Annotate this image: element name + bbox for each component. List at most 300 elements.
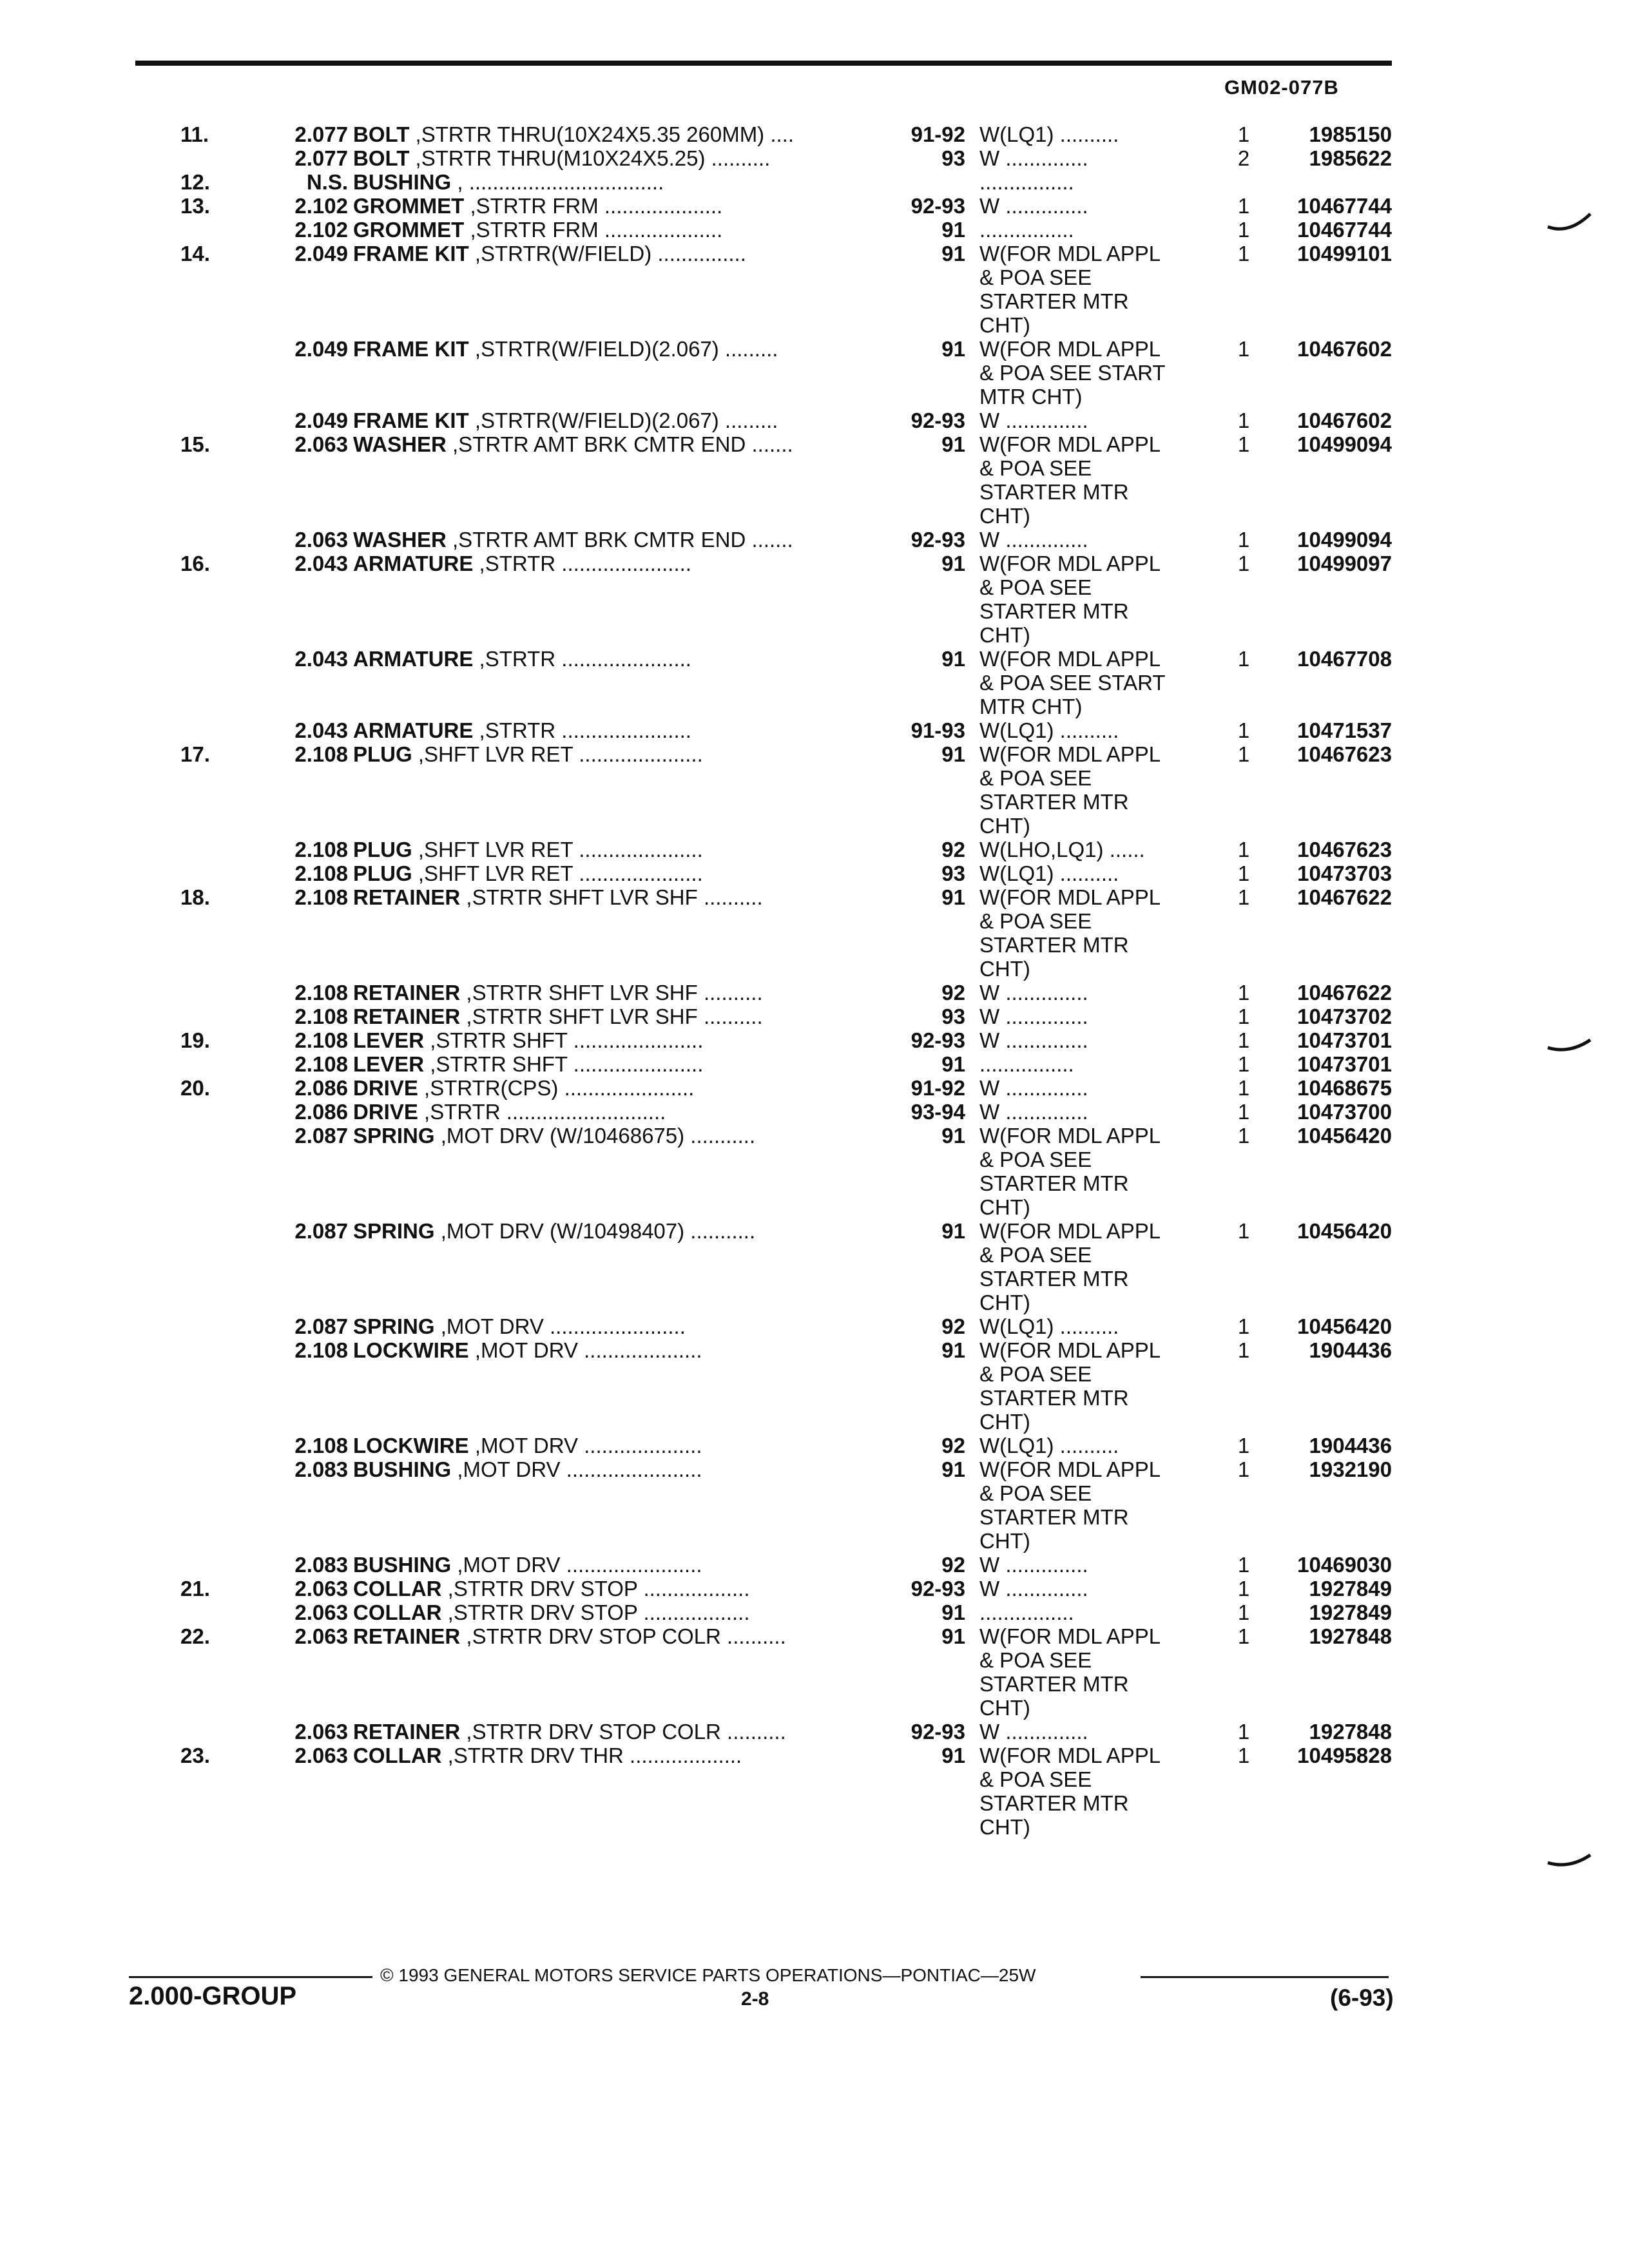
part-detail: ,STRTR(W/FIELD)(2.067) ......... (468, 408, 778, 432)
group-number: 2.063 (294, 1624, 348, 1648)
application: W(LHO,LQ1) ...... (979, 838, 1145, 861)
part-description (353, 122, 888, 146)
model-years: 91 (941, 432, 965, 456)
model-years: 93-94 (911, 1100, 965, 1124)
part-name: BUSHING (353, 170, 452, 194)
application: W .............. (979, 1577, 1088, 1600)
part-detail: ,STRTR FRM .................... (464, 194, 723, 218)
quantity: 1 (1237, 647, 1250, 671)
quantity: 2 (1237, 146, 1250, 170)
part-detail: ,STRTR DRV STOP COLR .......... (460, 1720, 786, 1744)
application: W .............. (979, 528, 1088, 552)
group-number: 2.108 (294, 1052, 348, 1076)
application: W(FOR MDL APPL & POA SEE STARTER MTR CHT) (979, 1457, 1161, 1553)
part-number: 10473701 (1297, 1052, 1392, 1076)
model-years: 92-93 (911, 1028, 965, 1052)
quantity: 1 (1237, 242, 1250, 265)
part-name: LOCKWIRE (353, 1434, 469, 1457)
scan-mark (1547, 213, 1592, 232)
parts-row (0, 1314, 1629, 1338)
part-description (353, 1720, 888, 1744)
part-detail: ,STRTR AMT BRK CMTR END ....... (446, 528, 793, 552)
part-description (353, 1434, 888, 1457)
group-number: 2.063 (294, 1744, 348, 1767)
part-description (353, 146, 888, 170)
application: W .............. (979, 1004, 1088, 1028)
quantity: 1 (1237, 1720, 1250, 1744)
quantity: 1 (1237, 552, 1250, 575)
parts-row (0, 1076, 1629, 1100)
part-name: GROMMET (353, 218, 465, 242)
group-number: 2.087 (294, 1219, 348, 1243)
model-years: 91 (941, 1624, 965, 1648)
part-detail: ,STRTR DRV STOP COLR .......... (460, 1624, 786, 1648)
part-detail: ,STRTR(W/FIELD)(2.067) ......... (468, 337, 778, 361)
application: W(FOR MDL APPL & POA SEE STARTER MTR CHT) (979, 885, 1161, 981)
part-number: 10473700 (1297, 1100, 1392, 1124)
parts-row (0, 528, 1629, 552)
part-name: SPRING (353, 1219, 435, 1243)
part-number: 10473701 (1297, 1028, 1392, 1052)
part-detail: , ................................. (451, 170, 664, 194)
parts-row (0, 146, 1629, 170)
group-number: 2.083 (294, 1457, 348, 1481)
parts-row (0, 861, 1629, 885)
quantity: 1 (1237, 1600, 1250, 1624)
group-number: 2.108 (294, 861, 348, 885)
parts-row (0, 885, 1629, 981)
part-number: 10499094 (1297, 432, 1392, 456)
group-number: N.S. (306, 170, 348, 194)
model-years: 91 (941, 218, 965, 242)
group-number: 2.108 (294, 1004, 348, 1028)
part-detail: ,MOT DRV ....................... (451, 1457, 702, 1481)
model-years: 92-93 (911, 528, 965, 552)
part-description (353, 1338, 888, 1362)
part-number: 10473702 (1297, 1004, 1392, 1028)
part-detail: ,STRTR THRU(M10X24X5.25) .......... (409, 146, 771, 170)
group-number: 2.063 (294, 432, 348, 456)
application: W(FOR MDL APPL & POA SEE STARTER MTR CHT) (979, 1744, 1161, 1839)
header-rule (135, 61, 1392, 66)
part-description (353, 1124, 888, 1148)
part-description (353, 242, 888, 265)
quantity: 1 (1237, 337, 1250, 361)
part-description (353, 1624, 888, 1648)
application: W .............. (979, 146, 1088, 170)
parts-row (0, 1457, 1629, 1553)
application: W(LQ1) .......... (979, 1314, 1119, 1338)
part-name: LEVER (353, 1028, 425, 1052)
quantity: 1 (1237, 1124, 1250, 1148)
model-years: 91 (941, 1219, 965, 1243)
ref-number: 21. (180, 1577, 210, 1600)
part-number: 10467622 (1297, 981, 1392, 1004)
part-description (353, 838, 888, 861)
model-years: 92-93 (911, 408, 965, 432)
footer-rule-right (1141, 1976, 1389, 1978)
parts-row (0, 408, 1629, 432)
part-description (353, 1457, 888, 1481)
part-description (353, 170, 888, 194)
group-number: 2.063 (294, 528, 348, 552)
ref-number: 17. (180, 742, 210, 766)
group-number: 2.102 (294, 218, 348, 242)
part-name: ARMATURE (353, 718, 474, 742)
application: W(FOR MDL APPL & POA SEE STARTER MTR CHT) (979, 432, 1161, 528)
part-description (353, 218, 888, 242)
part-description (353, 1553, 888, 1577)
part-name: COLLAR (353, 1600, 442, 1624)
group-number: 2.077 (294, 122, 348, 146)
part-number: 10456420 (1297, 1219, 1392, 1243)
model-years: 93 (941, 1004, 965, 1028)
parts-row (0, 1434, 1629, 1457)
part-detail: ,MOT DRV ....................... (451, 1553, 702, 1577)
part-name: COLLAR (353, 1744, 442, 1767)
model-years: 91 (941, 1600, 965, 1624)
ref-number: 18. (180, 885, 210, 909)
group-number: 2.086 (294, 1100, 348, 1124)
part-number: 1927848 (1309, 1624, 1392, 1648)
part-name: RETAINER (353, 1720, 461, 1744)
group-number: 2.108 (294, 838, 348, 861)
model-years: 92 (941, 1314, 965, 1338)
part-description (353, 337, 888, 361)
part-detail: ,SHFT LVR RET ..................... (412, 838, 703, 861)
parts-row (0, 432, 1629, 528)
part-number: 10467623 (1297, 742, 1392, 766)
part-detail: ,STRTR SHFT LVR SHF .......... (460, 885, 763, 909)
application: W .............. (979, 1553, 1088, 1577)
quantity: 1 (1237, 838, 1250, 861)
parts-row (0, 1124, 1629, 1219)
application: W(FOR MDL APPL & POA SEE START MTR CHT) (979, 337, 1166, 408)
scan-mark (1547, 1037, 1592, 1057)
part-description (353, 1314, 888, 1338)
application: ................ (979, 170, 1074, 194)
application: ................ (979, 1600, 1074, 1624)
part-number: 10499101 (1297, 242, 1392, 265)
quantity: 1 (1237, 1219, 1250, 1243)
part-number: 10467602 (1297, 337, 1392, 361)
application: W(FOR MDL APPL & POA SEE STARTER MTR CHT) (979, 742, 1161, 838)
application: W .............. (979, 1028, 1088, 1052)
part-detail: ,STRTR DRV THR ................... (441, 1744, 742, 1767)
parts-row (0, 1600, 1629, 1624)
part-detail: ,STRTR AMT BRK CMTR END ....... (446, 432, 793, 456)
part-description (353, 742, 888, 766)
application: W(FOR MDL APPL & POA SEE START MTR CHT) (979, 647, 1166, 718)
parts-row (0, 1004, 1629, 1028)
parts-row (0, 1744, 1629, 1839)
model-years: 91 (941, 552, 965, 575)
parts-row (0, 1219, 1629, 1314)
ref-number: 22. (180, 1624, 210, 1648)
group-number: 2.087 (294, 1314, 348, 1338)
parts-row (0, 242, 1629, 337)
part-name: WASHER (353, 432, 447, 456)
model-years: 91 (941, 242, 965, 265)
parts-row (0, 122, 1629, 146)
part-description (353, 981, 888, 1004)
part-number: 10456420 (1297, 1314, 1392, 1338)
part-name: BOLT (353, 146, 410, 170)
part-name: LOCKWIRE (353, 1338, 469, 1362)
part-name: ARMATURE (353, 552, 474, 575)
model-years: 92-93 (911, 1577, 965, 1600)
model-years: 91 (941, 1052, 965, 1076)
model-years: 92-93 (911, 194, 965, 218)
parts-row (0, 742, 1629, 838)
part-number: 10471537 (1297, 718, 1392, 742)
part-description (353, 528, 888, 552)
quantity: 1 (1237, 861, 1250, 885)
model-years: 91-93 (911, 718, 965, 742)
parts-row (0, 337, 1629, 408)
model-years: 91 (941, 1124, 965, 1148)
part-name: FRAME KIT (353, 408, 469, 432)
model-years: 91-92 (911, 1076, 965, 1100)
quantity: 1 (1237, 122, 1250, 146)
parts-row (0, 1720, 1629, 1744)
parts-row (0, 981, 1629, 1004)
application: W(FOR MDL APPL & POA SEE STARTER MTR CHT) (979, 242, 1161, 337)
scan-mark (1547, 1852, 1592, 1872)
model-years: 91 (941, 742, 965, 766)
part-detail: ,MOT DRV ....................... (434, 1314, 686, 1338)
quantity: 1 (1237, 1553, 1250, 1577)
parts-row (0, 838, 1629, 861)
part-detail: ,STRTR SHFT LVR SHF .......... (460, 981, 763, 1004)
group-number: 2.108 (294, 885, 348, 909)
application: W .............. (979, 1720, 1088, 1744)
model-years: 91 (941, 647, 965, 671)
part-number: 1904436 (1309, 1338, 1392, 1362)
part-number: 10467708 (1297, 647, 1392, 671)
parts-row (0, 218, 1629, 242)
part-name: BUSHING (353, 1553, 452, 1577)
parts-row (0, 1028, 1629, 1052)
part-description (353, 1004, 888, 1028)
parts-row (0, 647, 1629, 718)
application: W .............. (979, 408, 1088, 432)
part-number: 10467622 (1297, 885, 1392, 909)
model-years: 92 (941, 1434, 965, 1457)
ref-number: 14. (180, 242, 210, 265)
application: W(FOR MDL APPL & POA SEE STARTER MTR CHT) (979, 1338, 1161, 1434)
parts-row (0, 718, 1629, 742)
ref-number: 19. (180, 1028, 210, 1052)
part-number: 10467623 (1297, 838, 1392, 861)
application: W(FOR MDL APPL & POA SEE STARTER MTR CHT) (979, 1624, 1161, 1720)
part-description (353, 194, 888, 218)
quantity: 1 (1237, 1624, 1250, 1648)
parts-row (0, 1577, 1629, 1600)
footer-copyright: © 1993 GENERAL MOTORS SERVICE PARTS OPERATIONS—PONTIAC—25W (380, 1965, 1036, 1985)
ref-number: 12. (180, 170, 210, 194)
part-detail: ,MOT DRV (W/10468675) ........... (434, 1124, 756, 1148)
part-number: 10468675 (1297, 1076, 1392, 1100)
ref-number: 23. (180, 1744, 210, 1767)
footer-date: (6-93) (1330, 1984, 1394, 2011)
part-detail: ,STRTR ........................... (418, 1100, 666, 1124)
part-number: 10467602 (1297, 408, 1392, 432)
application: W(LQ1) .......... (979, 122, 1119, 146)
quantity: 1 (1237, 1744, 1250, 1767)
part-number: 10495828 (1297, 1744, 1392, 1767)
parts-list (0, 122, 1629, 1839)
group-number: 2.063 (294, 1577, 348, 1600)
ref-number: 20. (180, 1076, 210, 1100)
part-name: PLUG (353, 742, 412, 766)
part-name: DRIVE (353, 1076, 418, 1100)
quantity: 1 (1237, 432, 1250, 456)
part-number: 10473703 (1297, 861, 1392, 885)
part-description (353, 1600, 888, 1624)
part-number: 1932190 (1309, 1457, 1392, 1481)
application: W .............. (979, 194, 1088, 218)
part-description (353, 718, 888, 742)
application: ................ (979, 218, 1074, 242)
group-number: 2.063 (294, 1600, 348, 1624)
part-name: BUSHING (353, 1457, 452, 1481)
model-years: 92 (941, 1553, 965, 1577)
part-detail: ,SHFT LVR RET ..................... (412, 861, 703, 885)
application: ................ (979, 1052, 1074, 1076)
part-description (353, 1744, 888, 1767)
group-number: 2.049 (294, 337, 348, 361)
application: W .............. (979, 1076, 1088, 1100)
group-number: 2.043 (294, 718, 348, 742)
model-years: 91 (941, 885, 965, 909)
part-number: 10469030 (1297, 1553, 1392, 1577)
part-name: FRAME KIT (353, 242, 469, 265)
parts-row (0, 1624, 1629, 1720)
part-description (353, 647, 888, 671)
part-number: 1985150 (1309, 122, 1392, 146)
part-detail: ,STRTR ...................... (473, 718, 691, 742)
application: W .............. (979, 981, 1088, 1004)
part-detail: ,STRTR(W/FIELD) ............... (468, 242, 746, 265)
part-description (353, 885, 888, 909)
application: W(LQ1) .......... (979, 718, 1119, 742)
part-number: 1904436 (1309, 1434, 1392, 1457)
part-name: RETAINER (353, 885, 461, 909)
part-description (353, 1100, 888, 1124)
quantity: 1 (1237, 1314, 1250, 1338)
part-name: COLLAR (353, 1577, 442, 1600)
part-detail: ,STRTR SHFT LVR SHF .......... (460, 1004, 763, 1028)
application: W .............. (979, 1100, 1088, 1124)
parts-row (0, 552, 1629, 647)
model-years: 92-93 (911, 1720, 965, 1744)
quantity: 1 (1237, 1577, 1250, 1600)
quantity: 1 (1237, 218, 1250, 242)
part-name: PLUG (353, 838, 412, 861)
part-number: 10499097 (1297, 552, 1392, 575)
part-number: 1927849 (1309, 1577, 1392, 1600)
group-number: 2.108 (294, 742, 348, 766)
part-description (353, 861, 888, 885)
group-number: 2.049 (294, 242, 348, 265)
application: W(FOR MDL APPL & POA SEE STARTER MTR CHT) (979, 1219, 1161, 1314)
group-number: 2.063 (294, 1720, 348, 1744)
quantity: 1 (1237, 981, 1250, 1004)
document-code: GM02-077B (1224, 76, 1339, 99)
part-detail: ,STRTR DRV STOP .................. (441, 1600, 750, 1624)
group-number: 2.086 (294, 1076, 348, 1100)
part-detail: ,STRTR FRM .................... (464, 218, 723, 242)
part-name: DRIVE (353, 1100, 418, 1124)
ref-number: 15. (180, 432, 210, 456)
group-number: 2.102 (294, 194, 348, 218)
part-name: LEVER (353, 1052, 425, 1076)
group-number: 2.083 (294, 1553, 348, 1577)
group-number: 2.087 (294, 1124, 348, 1148)
part-detail: ,STRTR SHFT ...................... (424, 1028, 704, 1052)
model-years: 91 (941, 337, 965, 361)
quantity: 1 (1237, 885, 1250, 909)
part-detail: ,STRTR(CPS) ...................... (418, 1076, 695, 1100)
application: W(FOR MDL APPL & POA SEE STARTER MTR CHT) (979, 1124, 1161, 1219)
footer-rule-left (129, 1976, 372, 1978)
application: W(FOR MDL APPL & POA SEE STARTER MTR CHT) (979, 552, 1161, 647)
model-years: 92 (941, 981, 965, 1004)
parts-row (0, 1338, 1629, 1434)
model-years: 92 (941, 838, 965, 861)
quantity: 1 (1237, 718, 1250, 742)
ref-number: 13. (180, 194, 210, 218)
part-detail: ,SHFT LVR RET ..................... (412, 742, 703, 766)
model-years: 91 (941, 1338, 965, 1362)
part-name: RETAINER (353, 981, 461, 1004)
part-number: 10499094 (1297, 528, 1392, 552)
quantity: 1 (1237, 1100, 1250, 1124)
part-detail: ,STRTR ...................... (473, 647, 691, 671)
quantity: 1 (1237, 1338, 1250, 1362)
group-number: 2.043 (294, 647, 348, 671)
quantity: 1 (1237, 1004, 1250, 1028)
group-number: 2.108 (294, 981, 348, 1004)
part-name: GROMMET (353, 194, 465, 218)
part-name: PLUG (353, 861, 412, 885)
parts-row (0, 194, 1629, 218)
parts-row (0, 1100, 1629, 1124)
part-detail: ,STRTR THRU(10X24X5.35 260MM) .... (409, 122, 795, 146)
model-years: 93 (941, 146, 965, 170)
part-description (353, 1052, 888, 1076)
part-name: BOLT (353, 122, 410, 146)
quantity: 1 (1237, 1434, 1250, 1457)
quantity: 1 (1237, 1457, 1250, 1481)
part-name: WASHER (353, 528, 447, 552)
part-description (353, 1028, 888, 1052)
parts-row (0, 1553, 1629, 1577)
group-number: 2.108 (294, 1434, 348, 1457)
part-number: 10456420 (1297, 1124, 1392, 1148)
group-number: 2.108 (294, 1338, 348, 1362)
group-number: 2.077 (294, 146, 348, 170)
part-name: FRAME KIT (353, 337, 469, 361)
part-detail: ,STRTR SHFT ...................... (424, 1052, 704, 1076)
quantity: 1 (1237, 528, 1250, 552)
part-name: SPRING (353, 1124, 435, 1148)
part-number: 1927848 (1309, 1720, 1392, 1744)
quantity: 1 (1237, 1076, 1250, 1100)
model-years: 93 (941, 861, 965, 885)
part-number: 10467744 (1297, 218, 1392, 242)
